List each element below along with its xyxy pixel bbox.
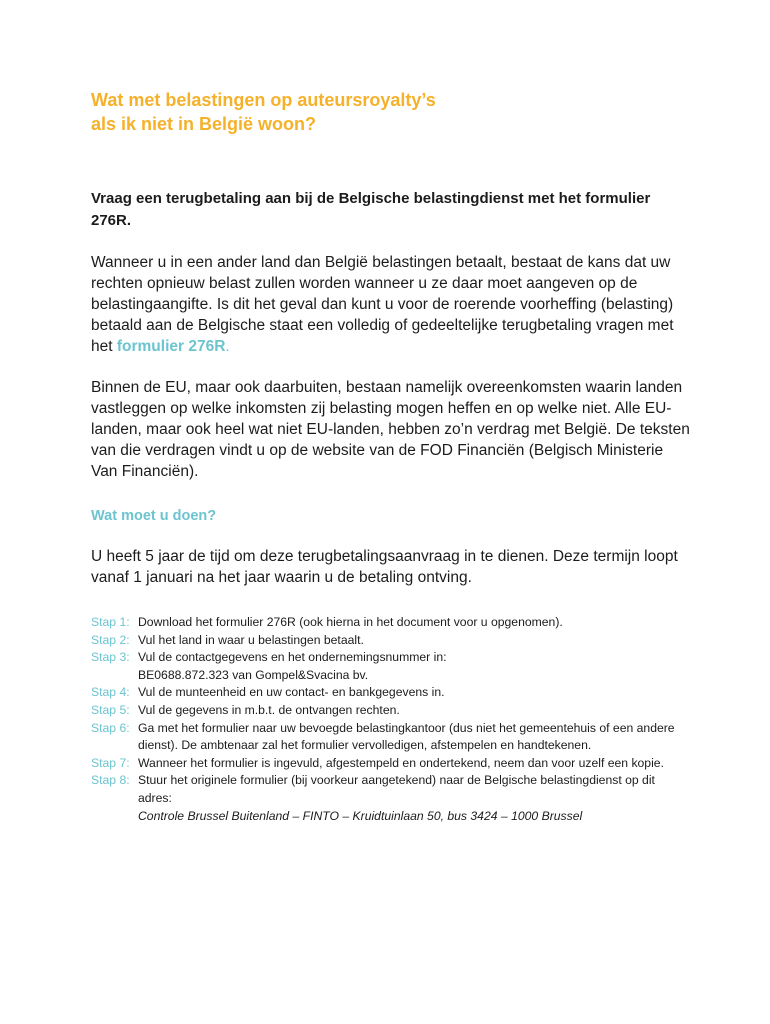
section-heading: Wat moet u doen? bbox=[91, 508, 217, 524]
step-text bbox=[138, 632, 691, 650]
step-text bbox=[138, 684, 691, 702]
form-276r-link[interactable]: formulier 276R bbox=[116, 338, 226, 355]
step-2 bbox=[91, 632, 691, 650]
title-line-1: Wat met belastingen op auteursroyalty’s bbox=[91, 90, 436, 110]
step-label: Stap 4: bbox=[91, 685, 130, 700]
step-text bbox=[138, 649, 691, 684]
title-line-2: als ik niet in België woon? bbox=[91, 114, 317, 134]
step-text bbox=[138, 720, 691, 755]
step-text-line: Wanneer het formulier is ingevuld, afgestempeld en ondertekend, neem dan voor uzelf een kopie. bbox=[138, 755, 664, 770]
step-text-line: Vul de contactgegevens en het ondernemingsnummer in: bbox=[138, 650, 447, 665]
step-label: Stap 6: bbox=[91, 720, 130, 735]
step-text-line: Vul het land in waar u belastingen betaalt. bbox=[138, 632, 364, 647]
step-label: Stap 5: bbox=[91, 702, 130, 717]
step-text bbox=[138, 702, 691, 720]
document-title bbox=[91, 88, 691, 136]
step-6 bbox=[91, 720, 691, 755]
company-number: BE0688.872.323 van Gompel&Svacina bv. bbox=[138, 667, 369, 682]
step-text bbox=[138, 614, 691, 632]
step-7 bbox=[91, 755, 691, 773]
step-1 bbox=[91, 614, 691, 632]
step-text-line: Ga met het formulier naar uw bevoegde belastingkantoor (dus niet het gemeentehuis of een andere dienst). De ambtenaar zal het formulier vervolledigen, afstempelen en handtekenen. bbox=[138, 720, 675, 753]
step-text-line: Vul de munteenheid en uw contact- en bankgegevens in. bbox=[138, 685, 445, 700]
step-text-line: Vul de gegevens in m.b.t. de ontvangen rechten. bbox=[138, 702, 400, 717]
step-4 bbox=[91, 684, 691, 702]
step-label: Stap 2: bbox=[91, 632, 130, 647]
subheading: Vraag een terugbetaling aan bij de Belgische belastingdienst met het formulier 276R. bbox=[91, 190, 651, 229]
paragraph-treaties: Binnen de EU, maar ook daarbuiten, bestaan namelijk overeenkomsten waarin landen vastleggen op welke inkomsten zij belasting mogen heffen en op welke niet. Alle EU-landen, maar ook heel wat niet EU-landen, hebben zo’n verdrag met België. De teksten van die verdragen vindt u op de website van de FOD Financiën (Belgisch Ministerie Van Financiën). bbox=[91, 379, 690, 480]
step-text-line: Download het formulier 276R (ook hierna in het document voor u opgenomen). bbox=[138, 615, 563, 629]
step-3 bbox=[91, 649, 691, 684]
step-text-line: Stuur het originele formulier (bij voorkeur aangetekend) naar de Belgische belastingdienst op dit adres: bbox=[138, 773, 655, 805]
step-label: Stap 7: bbox=[91, 755, 130, 770]
step-text bbox=[138, 772, 691, 825]
step-label: Stap 3: bbox=[91, 650, 130, 665]
steps-list bbox=[91, 614, 691, 825]
step-8 bbox=[91, 772, 691, 825]
paragraph-intro-text: Wanneer u in een ander land dan België belastingen betaalt, bestaat de kans dat uw rechten opnieuw belast zullen worden wanneer u ze daar moet aangeven op de belastingaangifte. Is dit het geval dan kunt u voor de roerende voorheffing (belasting) betaald aan de Belgische staat een volledig of gedeeltelijke terugbetaling vragen met het bbox=[91, 254, 674, 355]
paragraph-deadline: U heeft 5 jaar de tijd om deze terugbetalingsaanvraag in te dienen. Deze termijn loopt vanaf 1 januari na het jaar waarin u de betaling ontving. bbox=[91, 548, 678, 586]
document-content bbox=[91, 88, 691, 825]
step-5 bbox=[91, 702, 691, 720]
step-label: Stap 8: bbox=[91, 773, 130, 788]
step-text bbox=[138, 755, 691, 773]
step-label: Stap 1: bbox=[91, 615, 130, 629]
paragraph-intro-end: . bbox=[225, 338, 230, 355]
tax-office-address: Controle Brussel Buitenland – FINTO – Kruidtuinlaan 50, bus 3424 – 1000 Brussel bbox=[138, 808, 583, 823]
paragraph-intro bbox=[91, 252, 691, 357]
